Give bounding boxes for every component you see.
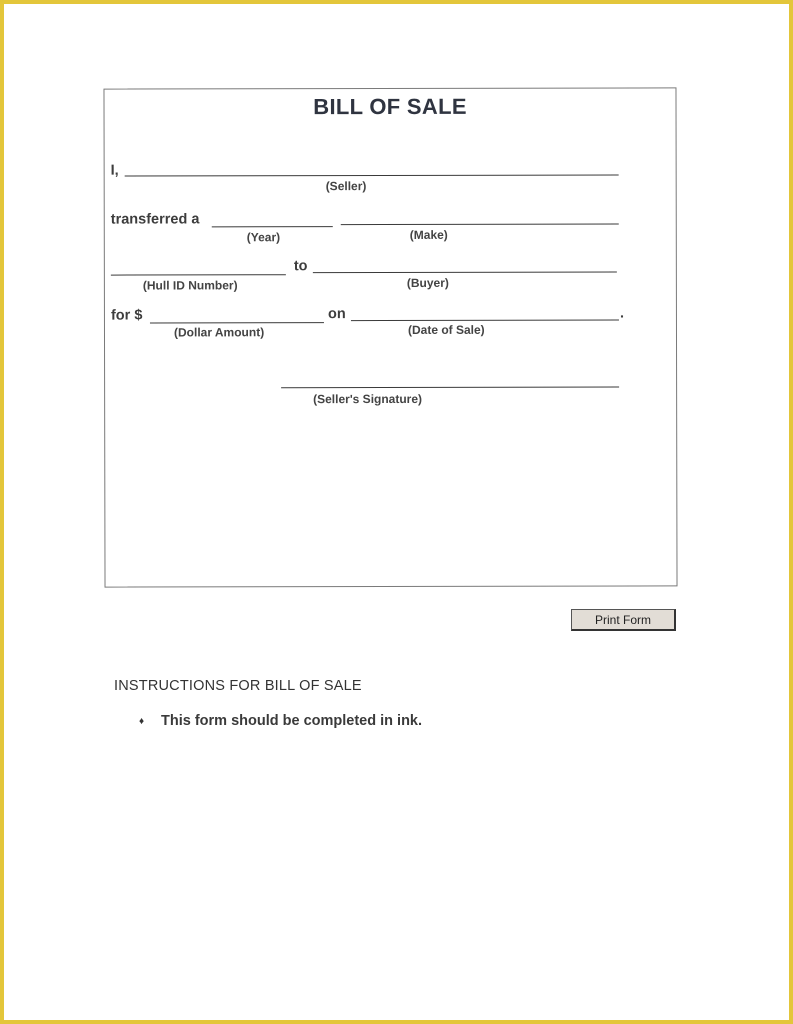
seller-field[interactable] bbox=[125, 175, 619, 177]
dollar-amount-field[interactable] bbox=[150, 322, 324, 323]
make-field[interactable] bbox=[341, 224, 619, 226]
bill-of-sale-form bbox=[103, 87, 677, 587]
buyer-field[interactable] bbox=[313, 272, 617, 274]
make-caption: (Make) bbox=[409, 227, 448, 242]
period-mark: . bbox=[619, 305, 624, 322]
instruction-item: This form should be completed in ink. bbox=[161, 713, 423, 729]
year-caption: (Year) bbox=[246, 230, 281, 245]
buyer-caption: (Buyer) bbox=[406, 275, 449, 290]
year-field[interactable] bbox=[212, 226, 333, 227]
on-label: on bbox=[327, 306, 346, 323]
transferred-label: transferred a bbox=[110, 211, 200, 228]
to-label: to bbox=[293, 258, 308, 275]
date-of-sale-field[interactable] bbox=[351, 320, 619, 322]
seller-caption: (Seller) bbox=[325, 179, 367, 194]
hull-id-caption: (Hull ID Number) bbox=[142, 278, 238, 293]
form-title: BILL OF SALE bbox=[313, 93, 467, 120]
print-form-button[interactable]: Print Form bbox=[571, 609, 676, 631]
seller-prefix-label: I, bbox=[110, 162, 119, 179]
diamond-bullet-icon: ♦ bbox=[139, 716, 145, 727]
dollar-amount-caption: (Dollar Amount) bbox=[173, 325, 265, 340]
seller-signature-caption: (Seller's Signature) bbox=[313, 391, 423, 407]
hull-id-field[interactable] bbox=[111, 274, 286, 275]
instructions-heading: INSTRUCTIONS FOR BILL OF SALE bbox=[114, 678, 362, 694]
seller-signature-field[interactable] bbox=[281, 387, 619, 389]
date-of-sale-caption: (Date of Sale) bbox=[407, 322, 485, 337]
dollar-prefix-label: for $ bbox=[110, 307, 143, 324]
